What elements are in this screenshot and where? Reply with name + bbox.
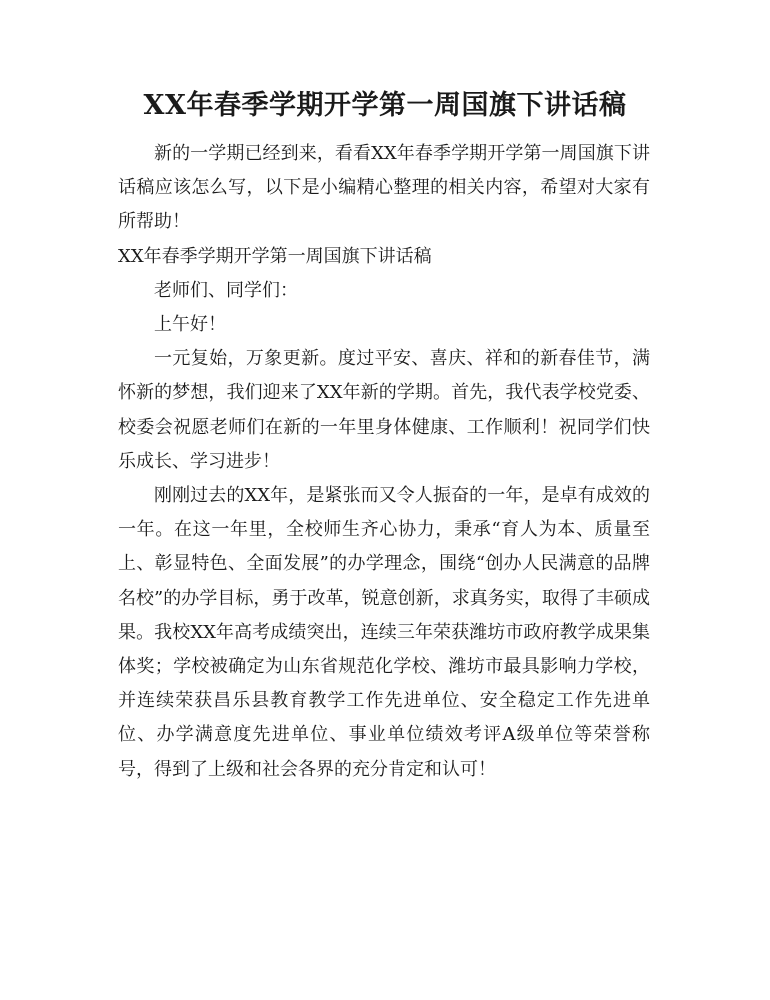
paragraph-last-year-review: 刚刚过去的XX年，是紧张而又令人振奋的一年，是卓有成效的一年。在这一年里，全校师生齐心协力，秉承“育人为本、质量至上、彰显特色、全面发展”的办学理念，围绕“创办人民满意的品牌名校”的办学目标，勇于改革，锐意创新，求真务实，取得了丰硕成果。我校XX年高考成绩突出，连续三年荣获潍坊市政府教学成果集体奖；学校被确定为山东省规范化学校、潍坊市最具影响力学校，并连续荣获昌乐县教育教学工作先进单位、安全稳定工作先进单位、办学满意度先进单位、事业单位绩效考评A级单位等荣誉称号，得到了上级和社会各界的充分肯定和认可！ bbox=[118, 485, 650, 780]
paragraph-greeting: 上午好！ bbox=[154, 314, 226, 336]
paragraph-intro: 新的一学期已经到来，看看XX年春季学期开学第一周国旗下讲话稿应该怎么写，以下是小编精心整理的相关内容，希望对大家有所帮助！ bbox=[118, 143, 650, 233]
paragraph-salutation: 老师们、同学们： bbox=[154, 279, 298, 301]
document-body bbox=[118, 137, 650, 787]
document-title: XX年春季学期开学第一周国旗下讲话稿 bbox=[143, 90, 627, 121]
paragraph-subtitle: XX年春季学期开学第一周国旗下讲话稿 bbox=[118, 245, 432, 267]
paragraph-new-year-wishes: 一元复始，万象更新。度过平安、喜庆、祥和的新春佳节，满怀新的梦想，我们迎来了XX年新的学期。首先，我代表学校党委、校委会祝愿老师们在新的一年里身体健康、工作顺利！祝同学们快乐成长、学习进步！ bbox=[118, 348, 650, 472]
